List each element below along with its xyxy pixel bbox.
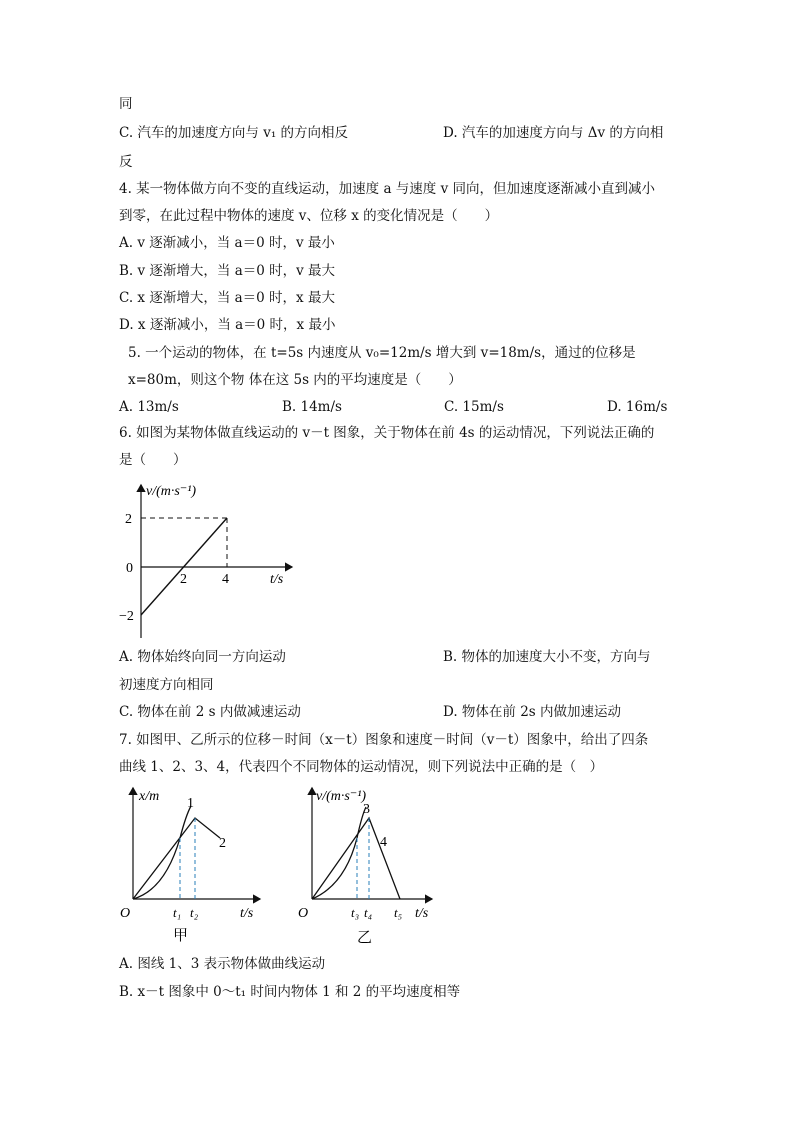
tick-y-0: 0 [126, 561, 133, 576]
q4-option-b: B. v 逐渐增大，当 a＝0 时，v 最大 [119, 263, 336, 279]
q6-stem: 6. 如图为某物体做直线运动的 v－t 图象，关于物体在前 4s 的运动情况，下列说法正确的 [119, 425, 655, 441]
origin-label: O [120, 906, 131, 921]
tick-y-neg2: −2 [119, 609, 134, 624]
q7-vt-graph [292, 783, 442, 948]
curve-1-label: 1 [187, 796, 194, 811]
q7-stem-cont: 曲线 1、2、3、4，代表四个不同物体的运动情况，则下列说法中正确的是（ ） [119, 759, 604, 775]
t2-label: t₂ [190, 905, 199, 920]
q6-stem-cont: 是（ ） [119, 452, 187, 468]
q5-option-a: A. 13m/s [119, 399, 179, 415]
q5-stem: 5. 一个运动的物体，在 t=5s 内速度从 v₀=12m/s 增大到 v=18m/s，通过的位移是 [128, 345, 636, 361]
curve-2-label: 2 [219, 836, 226, 851]
q7-xt-graph [115, 783, 275, 948]
x-axis-label: t/s [270, 572, 284, 587]
curve-2 [133, 818, 220, 899]
t4-label: t₄ [364, 905, 373, 920]
q6-option-c: C. 物体在前 2 s 内做减速运动 [119, 704, 301, 720]
q3-option-c: C. 汽车的加速度方向与 v₁ 的方向相反 [119, 125, 349, 141]
q7-stem: 7. 如图甲、乙所示的位移－时间（x－t）图象和速度－时间（v－t）图象中，给出了四条 [119, 732, 649, 748]
q5-option-d: D. 16m/s [607, 399, 668, 415]
tick-x-2: 2 [180, 572, 187, 587]
tick-y-2: 2 [125, 512, 132, 527]
t3-label: t₃ [351, 905, 360, 920]
x-axis-label: t/s [415, 906, 429, 921]
q6-option-b: B. 物体的加速度大小不变，方向与 [443, 649, 651, 665]
curve-3-label: 3 [363, 802, 370, 817]
q7-option-a: A. 图线 1、3 表示物体做曲线运动 [119, 956, 326, 972]
caption: 甲 [173, 928, 189, 944]
q5-stem-cont: x=80m，则这个物 体在这 5s 内的平均速度是（ ） [128, 372, 462, 388]
t1-label: t₁ [173, 905, 182, 920]
q4-stem: 4. 某一物体做方向不变的直线运动，加速度 a 与速度 v 同向，但加速度逐渐减小直到减小 [119, 181, 656, 197]
tick-x-4: 4 [222, 572, 229, 587]
q4-option-c: C. x 逐渐增大，当 a＝0 时，x 最大 [119, 290, 335, 306]
t5-label: t₅ [394, 905, 403, 920]
q6-option-a: A. 物体始终向同一方向运动 [119, 649, 286, 665]
q6-vt-graph [115, 478, 305, 643]
curve-1 [133, 806, 191, 899]
q5-option-c: C. 15m/s [444, 399, 504, 415]
q3-option-d: D. 汽车的加速度方向与 Δv 的方向相 [443, 125, 664, 141]
q4-stem-cont: 到零，在此过程中物体的速度 v、位移 x 的变化情况是（ ） [119, 208, 499, 224]
q4-option-a: A. v 逐渐减小，当 a＝0 时，v 最小 [119, 235, 335, 251]
y-axis-label: x/m [139, 789, 160, 804]
q3-option-d-cont: 反 [119, 154, 133, 170]
caption: 乙 [357, 930, 373, 946]
q5-option-b: B. 14m/s [282, 399, 342, 415]
q6-option-b-cont: 初速度方向相同 [119, 677, 214, 693]
curve-3 [312, 807, 366, 899]
curve-4 [312, 818, 400, 899]
y-axis-label: v/(m·s⁻¹) [146, 484, 197, 499]
x-axis-label: t/s [240, 906, 254, 921]
q3-tail: 同 [119, 96, 133, 112]
curve-4-label: 4 [380, 835, 387, 850]
q6-option-d: D. 物体在前 2s 内做加速运动 [443, 704, 622, 720]
q4-option-d: D. x 逐渐减小，当 a＝0 时，x 最小 [119, 317, 336, 333]
origin-label: O [298, 906, 309, 921]
y-axis-label: v/(m·s⁻¹) [316, 789, 367, 804]
q7-option-b: B. x－t 图象中 0～t₁ 时间内物体 1 和 2 的平均速度相等 [119, 984, 461, 1000]
